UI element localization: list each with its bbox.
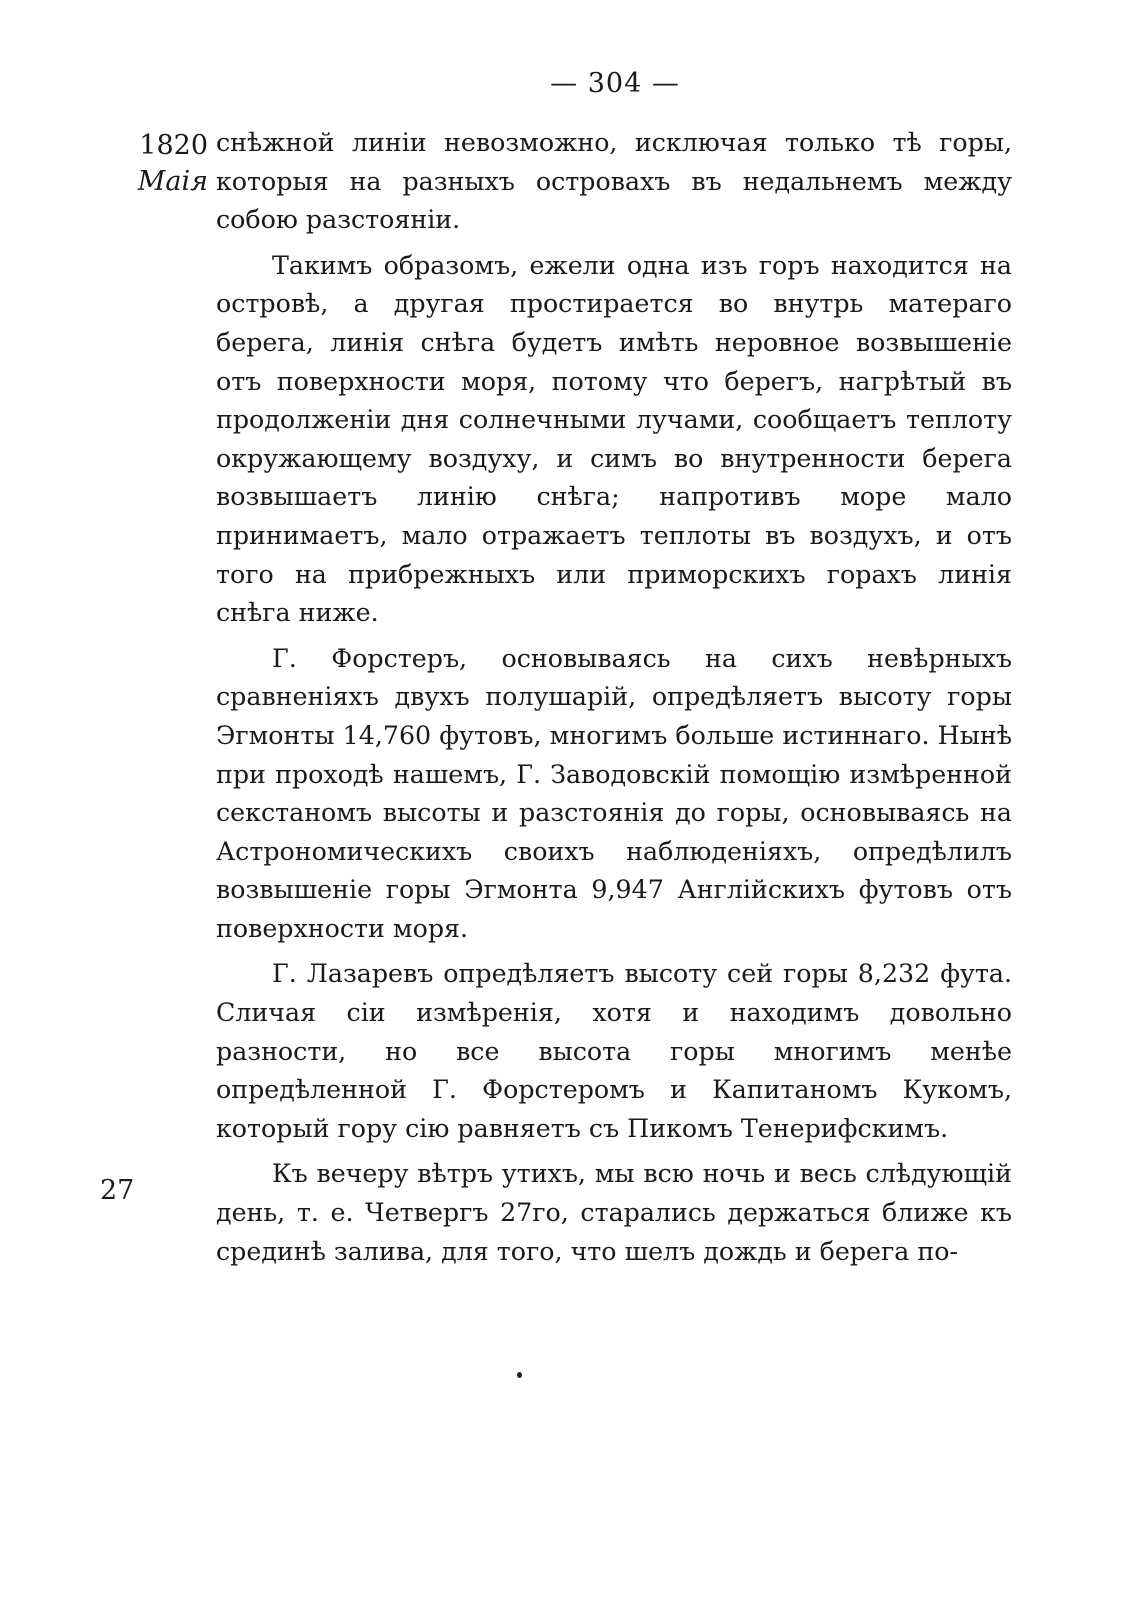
margin-day: 27 bbox=[100, 1175, 135, 1206]
page-number: — 304 — bbox=[550, 68, 680, 99]
paragraph-3: Г. Форстеръ, основываясь на сихъ невѣрныхъ сравненіяхъ двухъ полушарій, опредѣляетъ высоту горы Эгмонты 14,760 футовъ, многимъ больше истиннаго. Нынѣ при проходѣ нашемъ, Г. Заводовскій помощію измѣренной секстаномъ высоты и разстоянія до горы, основываясь на Астрономическихъ своихъ наблюденіяхъ, опредѣлилъ возвышеніе горы Эгмонта 9,947 Англійскихъ футовъ отъ поверхности моря. bbox=[216, 643, 1012, 943]
margin-year: 1820 bbox=[139, 130, 208, 161]
paragraph-2: Такимъ образомъ, ежели одна изъ горъ находится на островѣ, а другая простирается во внутрь матераго берега, линія снѣга будетъ имѣть неровное возвышеніе отъ поверхности моря, потому что берегъ, нагрѣтый въ продолженіи дня солнечными лучами, сообщаетъ теплоту окружающему воздуху, и симъ во внутренности берега возвышаетъ линію снѣга; напротивъ море мало принимаетъ, мало отражаетъ теплоты въ воздухъ, и отъ того на прибрежныхъ или приморскихъ горахъ линія снѣга ниже. bbox=[216, 250, 1012, 628]
paragraph-4: Г. Лазаревъ опредѣляетъ высоту сей горы 8,232 фута. Сличая сіи измѣренія, хотя и находимъ довольно разности, но все высота горы многимъ менѣе опредѣленной Г. Форстеромъ и Капитаномъ Кукомъ, который гору сію равняетъ съ Пикомъ Тенерифскимъ. bbox=[216, 959, 1012, 1143]
body-text bbox=[216, 124, 1012, 1278]
paragraph-1: снѣжной линіи невозможно, исключая только тѣ горы, которыя на разныхъ островахъ въ недальнемъ между собою разстояніи. bbox=[216, 128, 1012, 235]
margin-month: Маія bbox=[137, 166, 208, 197]
paragraph-5: Къ вечеру вѣтръ утихъ, мы всю ночь и весь слѣдующій день, т. е. Четвергъ 27го, старались держаться ближе къ срединѣ залива, для того, что шелъ дождь и берега по- bbox=[216, 1159, 1012, 1266]
ink-speck bbox=[517, 1372, 522, 1378]
